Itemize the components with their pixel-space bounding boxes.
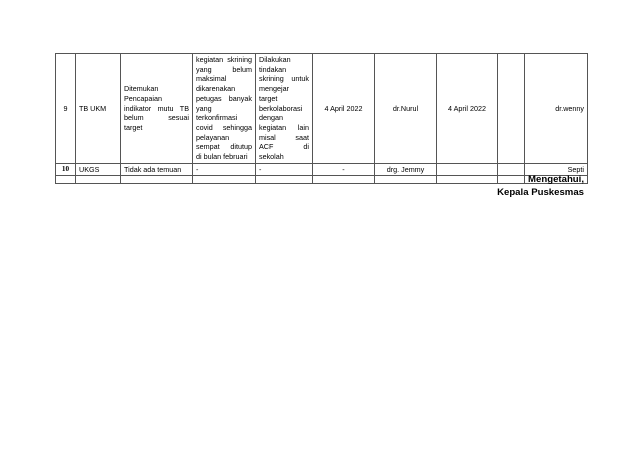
responsible-cell: dr.Nurul — [375, 54, 437, 164]
table-row — [56, 54, 588, 164]
date-cell — [437, 163, 498, 176]
cause-cell: - — [193, 163, 256, 176]
empty-cell — [498, 163, 525, 176]
problem-cell: Ditemukan Pencapaian indikator mutu TB belum sesuai target — [121, 54, 193, 164]
action-cell: - — [256, 163, 313, 176]
date-cell: - — [313, 163, 375, 176]
date-cell: 4 April 2022 — [437, 54, 498, 164]
signature-acknowledged: Mengetahui, — [528, 174, 584, 185]
program-cell: UKGS — [76, 163, 121, 176]
date-cell: 4 April 2022 — [313, 54, 375, 164]
evaluation-table — [55, 53, 588, 184]
responsible-cell: drg. Jemmy — [375, 163, 437, 176]
problem-cell: Tidak ada temuan — [121, 163, 193, 176]
empty-row — [56, 176, 588, 184]
row-number: 9 — [56, 54, 76, 164]
table-row — [56, 163, 588, 176]
cause-cell: kegiatan skrining yang belum maksimal dikarenakan petugas banyak yang terkonfirmasi covid sehingga pelayanan sempat ditutup di bulan februari — [193, 54, 256, 164]
empty-cell — [498, 54, 525, 164]
responsible-cell: Septi — [525, 163, 588, 176]
action-cell: Dilakukan tindakan skrining untuk mengejar target berkolaborasi dengan kegiatan lain misal saat ACF di sekolah — [256, 54, 313, 164]
program-cell: TB UKM — [76, 54, 121, 164]
responsible-cell: dr.wenny — [525, 54, 588, 164]
signature-title: Kepala Puskesmas — [497, 187, 584, 198]
row-number: 10 — [56, 163, 76, 176]
